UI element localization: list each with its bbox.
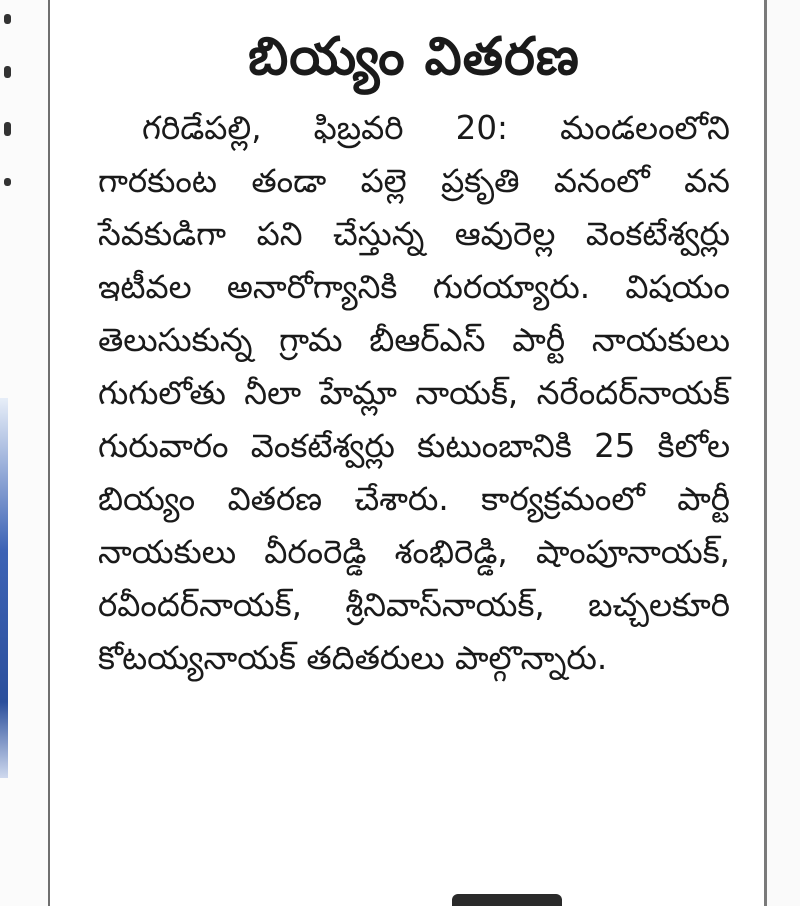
article-body — [98, 102, 730, 685]
article-dateline: గరిడేపల్లి, ఫిబ్రవరి 20: — [142, 109, 561, 147]
right-page-margin — [767, 0, 800, 906]
article-headline: బియ్యం వితరణ — [248, 27, 580, 87]
column-rule-left — [48, 0, 50, 906]
adjacent-column-mark — [4, 122, 11, 136]
adjacent-photo-edge — [0, 398, 8, 778]
adjacent-column-mark — [4, 14, 11, 24]
adjacent-column-mark — [4, 178, 11, 186]
next-headline-fragment — [452, 894, 562, 906]
left-page-margin — [0, 0, 48, 906]
article-body-text: మండలంలోని గారకుంట తండా పల్లె ప్రకృతి వనంలో వన సేవకుడిగా పని చేస్తున్న ఆవురెల్ల వెంకటేశ్వర్లు ఇటీవల అనారోగ్యానికి గురయ్యారు. విషయం తెలుసుకున్న గ్రామ బీఆర్ఎస్ పార్టీ నాయకులు గుగులోతు నీలా హేమ్లా నాయక్, నరేందర్‌నాయక్ గురువారం వెంకటేశ్వర్లు కుటుంబానికి 25 కిలోల బియ్యం వితరణ చేశారు. కార్యక్రమంలో పార్టీ నాయకులు వీరంరెడ్డి శంభిరెడ్డి, షాంపూనాయక్, రవీందర్‌నాయక్, శ్రీనివాస్‌నాయక్, బచ్చలకూరి కోటయ్యనాయక్ తదితరులు పాల్గొన్నారు. — [98, 109, 730, 677]
news-article — [98, 22, 730, 685]
adjacent-column-mark — [4, 66, 11, 78]
